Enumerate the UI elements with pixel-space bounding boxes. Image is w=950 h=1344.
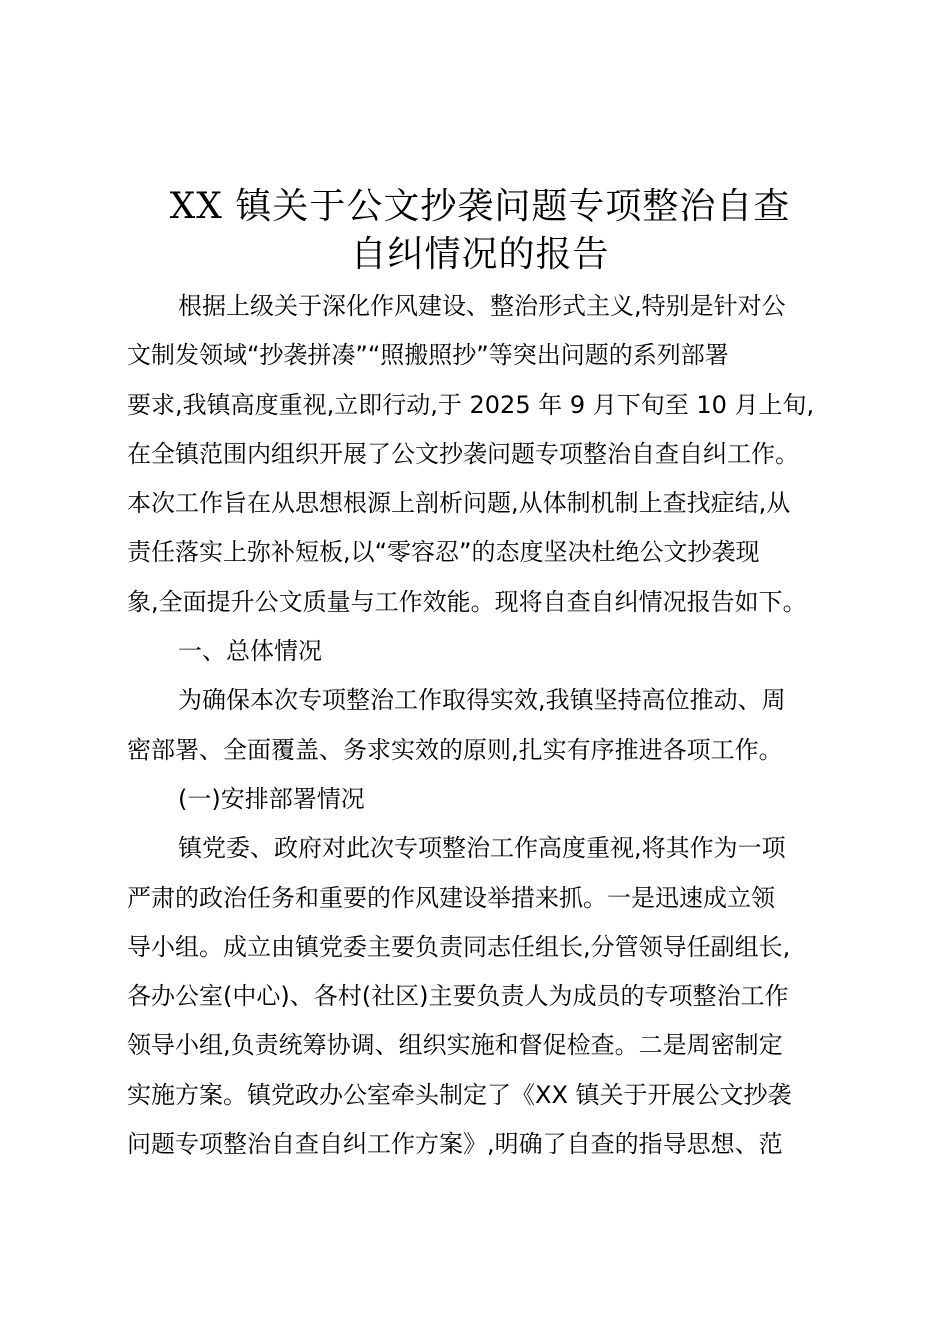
paragraph-line: 镇党委、政府对此次专项整治工作高度重视,将其作为一项 — [178, 834, 786, 863]
paragraph-line: 责任落实上弥补短板,以“零容忍”的态度坚决杜绝公文抄袭现 — [127, 538, 760, 567]
subsection-heading: (一)安排部署情况 — [178, 784, 365, 813]
paragraph-line: 在全镇范围内组织开展了公文抄袭问题专项整治自查自纠工作。 — [127, 439, 799, 468]
section-heading: 一、总体情况 — [178, 637, 322, 666]
title-line-1: XX 镇关于公文抄袭问题专项整治自查 — [169, 186, 791, 227]
paragraph-line: 各办公室(中心)、各村(社区)主要负责人为成员的专项整治工作 — [127, 982, 789, 1011]
title-line-2: 自纠情况的报告 — [350, 234, 610, 275]
paragraph-line: 领导小组,负责统筹协调、组织实施和督促检查。二是周密制定 — [127, 1031, 783, 1060]
paragraph-line: 实施方案。镇党政办公室牵头制定了《XX 镇关于开展公文抄袭 — [127, 1080, 792, 1109]
paragraph-line: 严肃的政治任务和重要的作风建设举措来抓。一是迅速成立领 — [127, 883, 775, 912]
paragraph-line: 为确保本次专项整治工作取得实效,我镇坚持高位推动、周 — [178, 686, 786, 715]
paragraph-line: 要求,我镇高度重视,立即行动,于 2025 年 9 月下旬至 10 月上旬, — [127, 390, 815, 419]
paragraph-line: 象,全面提升公文质量与工作效能。现将自查自纠情况报告如下。 — [127, 587, 807, 616]
paragraph-line: 本次工作旨在从思想根源上剖析问题,从体制机制上查找症结,从 — [127, 489, 791, 518]
paragraph-line: 文制发领域“抄袭拼凑”“照搬照抄”等突出问题的系列部署 — [127, 341, 729, 370]
paragraph-line: 问题专项整治自查自纠工作方案》,明确了自查的指导思想、范 — [127, 1130, 783, 1159]
paragraph-line: 导小组。成立由镇党委主要负责同志任组长,分管领导任副组长, — [127, 932, 791, 961]
document-title — [100, 183, 860, 279]
document-body — [127, 285, 847, 1172]
paragraph-line: 根据上级关于深化作风建设、整治形式主义,特别是针对公 — [178, 292, 786, 320]
paragraph-line: 密部署、全面覆盖、务求实效的原则,扎实有序推进各项工作。 — [127, 735, 783, 764]
